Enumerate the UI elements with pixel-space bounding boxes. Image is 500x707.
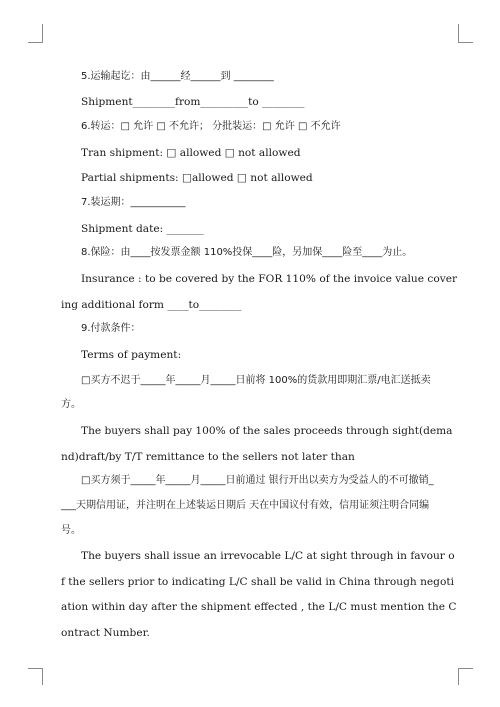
text-line: □买方须于_____年_____月_____日前通过 银行开出以卖方为受益人的不可撤销_ <box>81 475 434 486</box>
text-line: ontract Number. <box>61 627 150 639</box>
text-line: Shipment date: _______ <box>81 223 204 235</box>
text-line: Partial shipments: □allowed □ not allowed <box>81 172 313 184</box>
text-line: Terms of payment: <box>81 349 182 361</box>
text-line: ing additional form ____to________ <box>61 299 242 311</box>
text-line: □买方不迟于_____年_____月_____日前将 100%的货款用即期汇票/电汇送抵卖 <box>81 375 431 386</box>
text-line: The buyers shall issue an irrevocable L/C at sight through in favour o <box>81 550 455 562</box>
text-line: 9.付款条件： <box>81 323 141 334</box>
text-line: Shipment________from_________to ________ <box>81 96 305 108</box>
text-line: 5.运输起讫：由______经______到 ________ <box>81 71 274 82</box>
text-line: 6.转运：□ 允许 □ 不允许； 分批装运：□ 允许 □ 不允许 <box>81 121 341 132</box>
text-line: nd)draft/by T/T remittance to the sellers not later than <box>61 451 355 463</box>
text-line: 方。 <box>61 399 81 410</box>
text-line: f the sellers prior to indicating L/C shall be valid in China through negoti <box>61 576 454 588</box>
crop-mark-bottom-right <box>458 668 473 685</box>
crop-mark-top-right <box>458 24 473 43</box>
text-line: The buyers shall pay 100% of the sales proceeds through sight(dema <box>81 425 453 437</box>
crop-mark-top-left <box>28 24 43 43</box>
text-line: Tran shipment: □ allowed □ not allowed <box>81 147 301 159</box>
text-line: Insurance : to be covered by the FOR 110% of the invoice value cover <box>81 273 458 285</box>
crop-mark-bottom-left <box>28 668 43 685</box>
text-line: ation within day after the shipment effected , the L/C must mention the C <box>61 601 457 613</box>
text-line: 8.保险：由____按发票金额 110%投保____险，另加保____险至____为止。 <box>81 247 413 258</box>
text-line: 7.装运期：___________ <box>81 197 186 208</box>
text-line: ___天期信用证，并注明在上述装运日期后 天在中国议付有效，信用证须注明合同编 <box>61 500 430 511</box>
text-line: 号。 <box>61 525 81 536</box>
